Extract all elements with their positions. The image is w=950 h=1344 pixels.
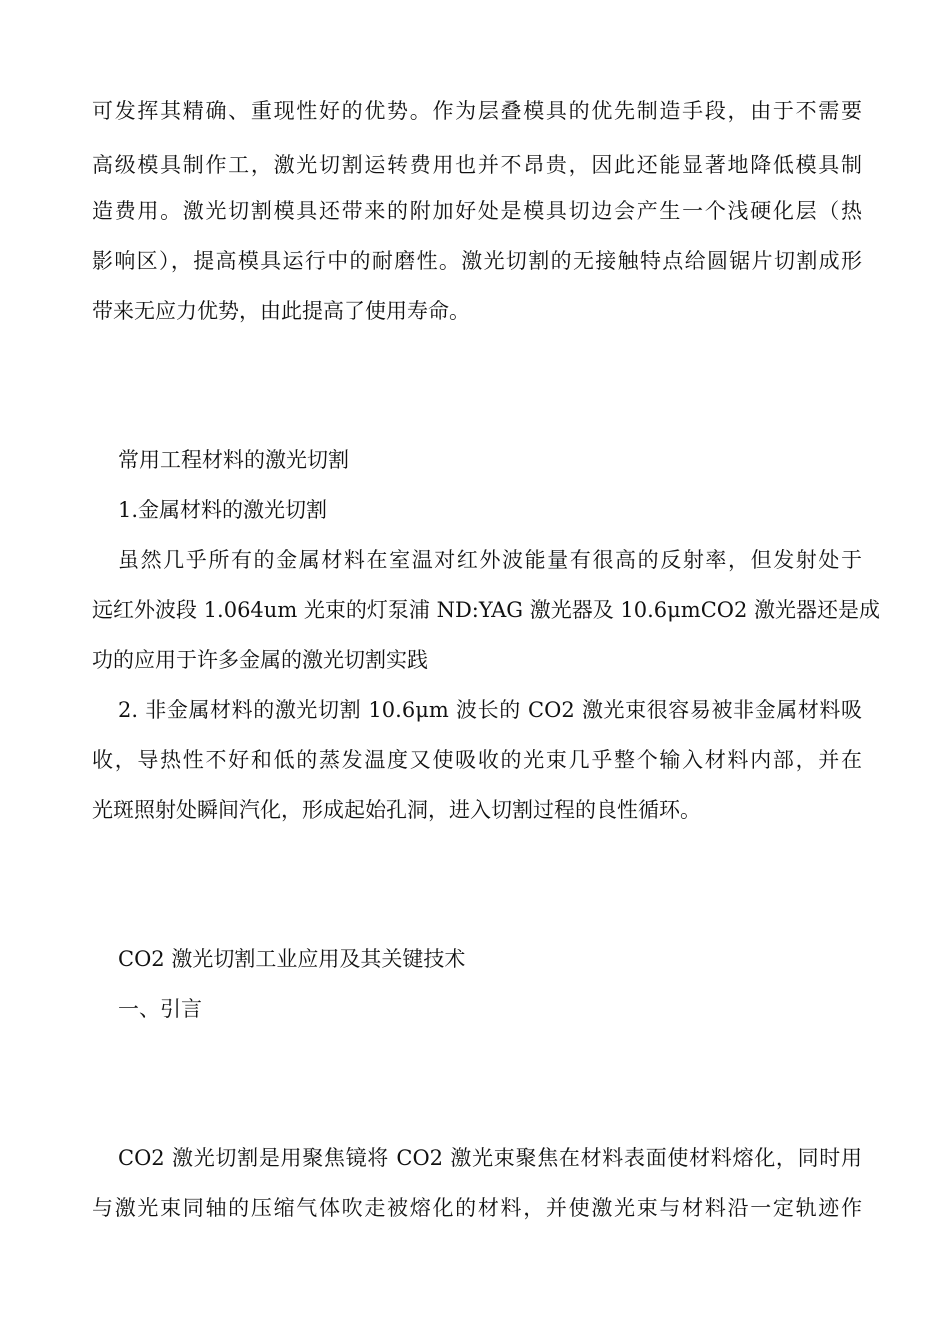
paragraph-line: 造费用。激光切割模具还带来的附加好处是模具切边会产生一个浅硬化层（热: [92, 199, 862, 223]
paragraph-line: 虽然几乎所有的金属材料在室温对红外波能量有很高的反射率，但发射处于: [118, 548, 862, 572]
paragraph-line: 可发挥其精确、重现性好的优势。作为层叠模具的优先制造手段，由于不需要: [92, 99, 862, 123]
paragraph-line: CO2 激光切割是用聚焦镜将 CO2 激光束聚焦在材料表面使材料熔化，同时用: [118, 1146, 862, 1170]
paragraph-line: 功的应用于许多金属的激光切割实践: [92, 648, 428, 672]
paragraph-line: 与激光束同轴的压缩气体吹走被熔化的材料，并使激光束与材料沿一定轨迹作: [92, 1196, 862, 1220]
subsection-heading: 一、引言: [118, 997, 202, 1021]
paragraph-line: 带来无应力优势，由此提高了使用寿命。: [92, 299, 470, 323]
paragraph-line: 2. 非金属材料的激光切割 10.6μm 波长的 CO2 激光束很容易被非金属材料吸: [118, 698, 862, 722]
paragraph-line: 光斑照射处瞬间汽化，形成起始孔洞，进入切割过程的良性循环。: [92, 798, 701, 822]
section-heading: 常用工程材料的激光切割: [118, 448, 349, 472]
paragraph-line: 收，导热性不好和低的蒸发温度又使吸收的光束几乎整个输入材料内部，并在: [92, 748, 862, 772]
subsection-heading: 1.金属材料的激光切割: [118, 498, 328, 522]
paragraph-line: 高级模具制作工，激光切割运转费用也并不昂贵，因此还能显著地降低模具制: [92, 153, 862, 177]
section-heading: CO2 激光切割工业应用及其关键技术: [118, 947, 466, 971]
paragraph-line: 远红外波段 1.064um 光束的灯泵浦 ND:YAG 激光器及 10.6μmCO2 激光器还是成: [92, 598, 881, 622]
paragraph-line: 影响区），提高模具运行中的耐磨性。激光切割的无接触特点给圆锯片切割成形: [92, 249, 862, 273]
